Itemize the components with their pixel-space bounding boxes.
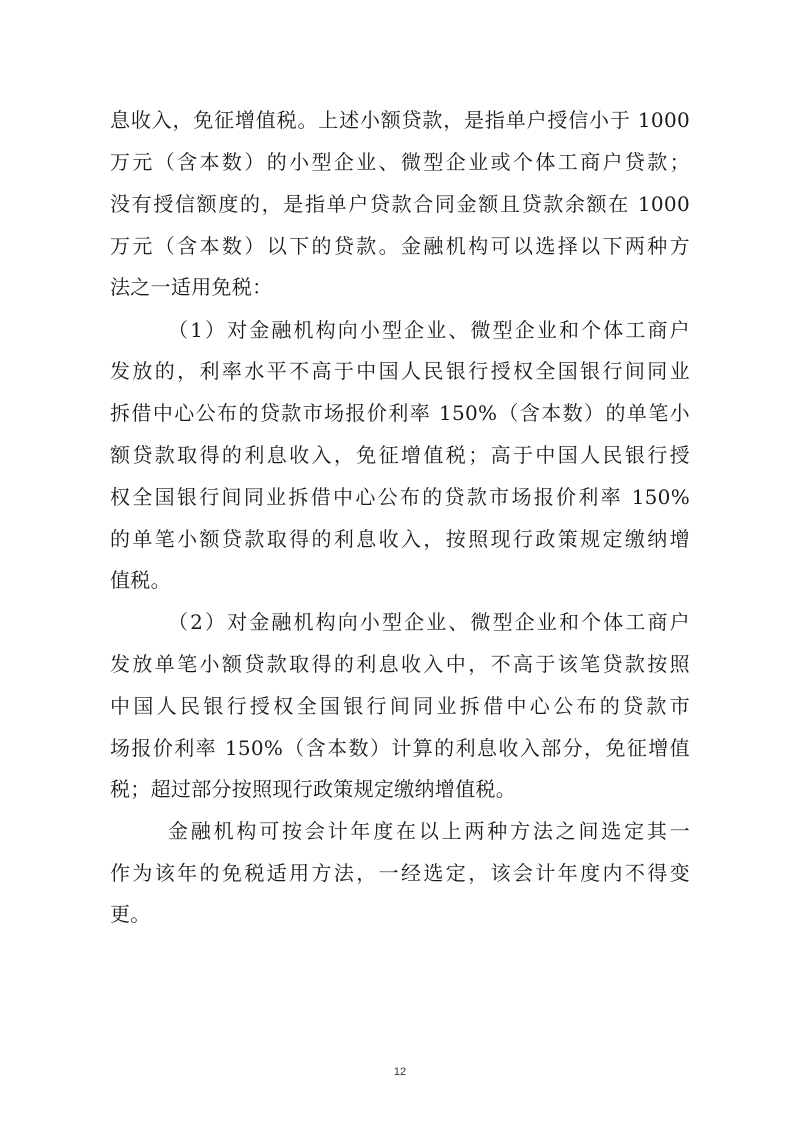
paragraph-1-first-line: （1）对金融机构向小型企业、微型企业和个体工商户 [168, 318, 690, 342]
text-line: 中国人民银行授权全国银行间同业拆借中心公布的贷款市 [110, 694, 690, 718]
text-line: 没有授信额度的，是指单户贷款合同金额且贷款余额在 1000 [110, 192, 690, 216]
text-line: 额贷款取得的利息收入，免征增值税；高于中国人民银行授 [110, 443, 690, 467]
text-line: 发放的，利率水平不高于中国人民银行授权全国银行间同业 [110, 359, 690, 383]
paragraph-3-first-line: 金融机构可按会计年度在以上两种方法之间选定其一 [168, 819, 690, 843]
text-line: 的单笔小额贷款取得的利息收入，按照现行政策规定缴纳增 [110, 527, 690, 551]
text-line: 场报价利率 150%（含本数）计算的利息收入部分，免征增值 [110, 736, 690, 760]
page-number: 12 [393, 1066, 407, 1078]
text-line: 息收入，免征增值税。上述小额贷款，是指单户授信小于 1000 [110, 108, 690, 132]
text-line: 法之一适用免税： [110, 275, 273, 299]
text-line: 万元（含本数）的小型企业、微型企业或个体工商户贷款； [110, 150, 690, 174]
text-line: 更。 [110, 902, 151, 926]
text-line: 税；超过部分按照现行政策规定缴纳增值税。 [110, 777, 516, 801]
text-line: 万元（含本数）以下的贷款。金融机构可以选择以下两种方 [110, 234, 690, 258]
text-line: 值税。 [110, 568, 171, 592]
text-line: 作为该年的免税适用方法，一经选定，该会计年度内不得变 [110, 861, 690, 885]
paragraph-2-first-line: （2）对金融机构向小型企业、微型企业和个体工商户 [168, 610, 690, 634]
text-line: 拆借中心公布的贷款市场报价利率 150%（含本数）的单笔小 [110, 401, 690, 425]
text-line: 权全国银行间同业拆借中心公布的贷款市场报价利率 150% [110, 485, 690, 509]
text-line: 发放单笔小额贷款取得的利息收入中，不高于该笔贷款按照 [110, 652, 690, 676]
